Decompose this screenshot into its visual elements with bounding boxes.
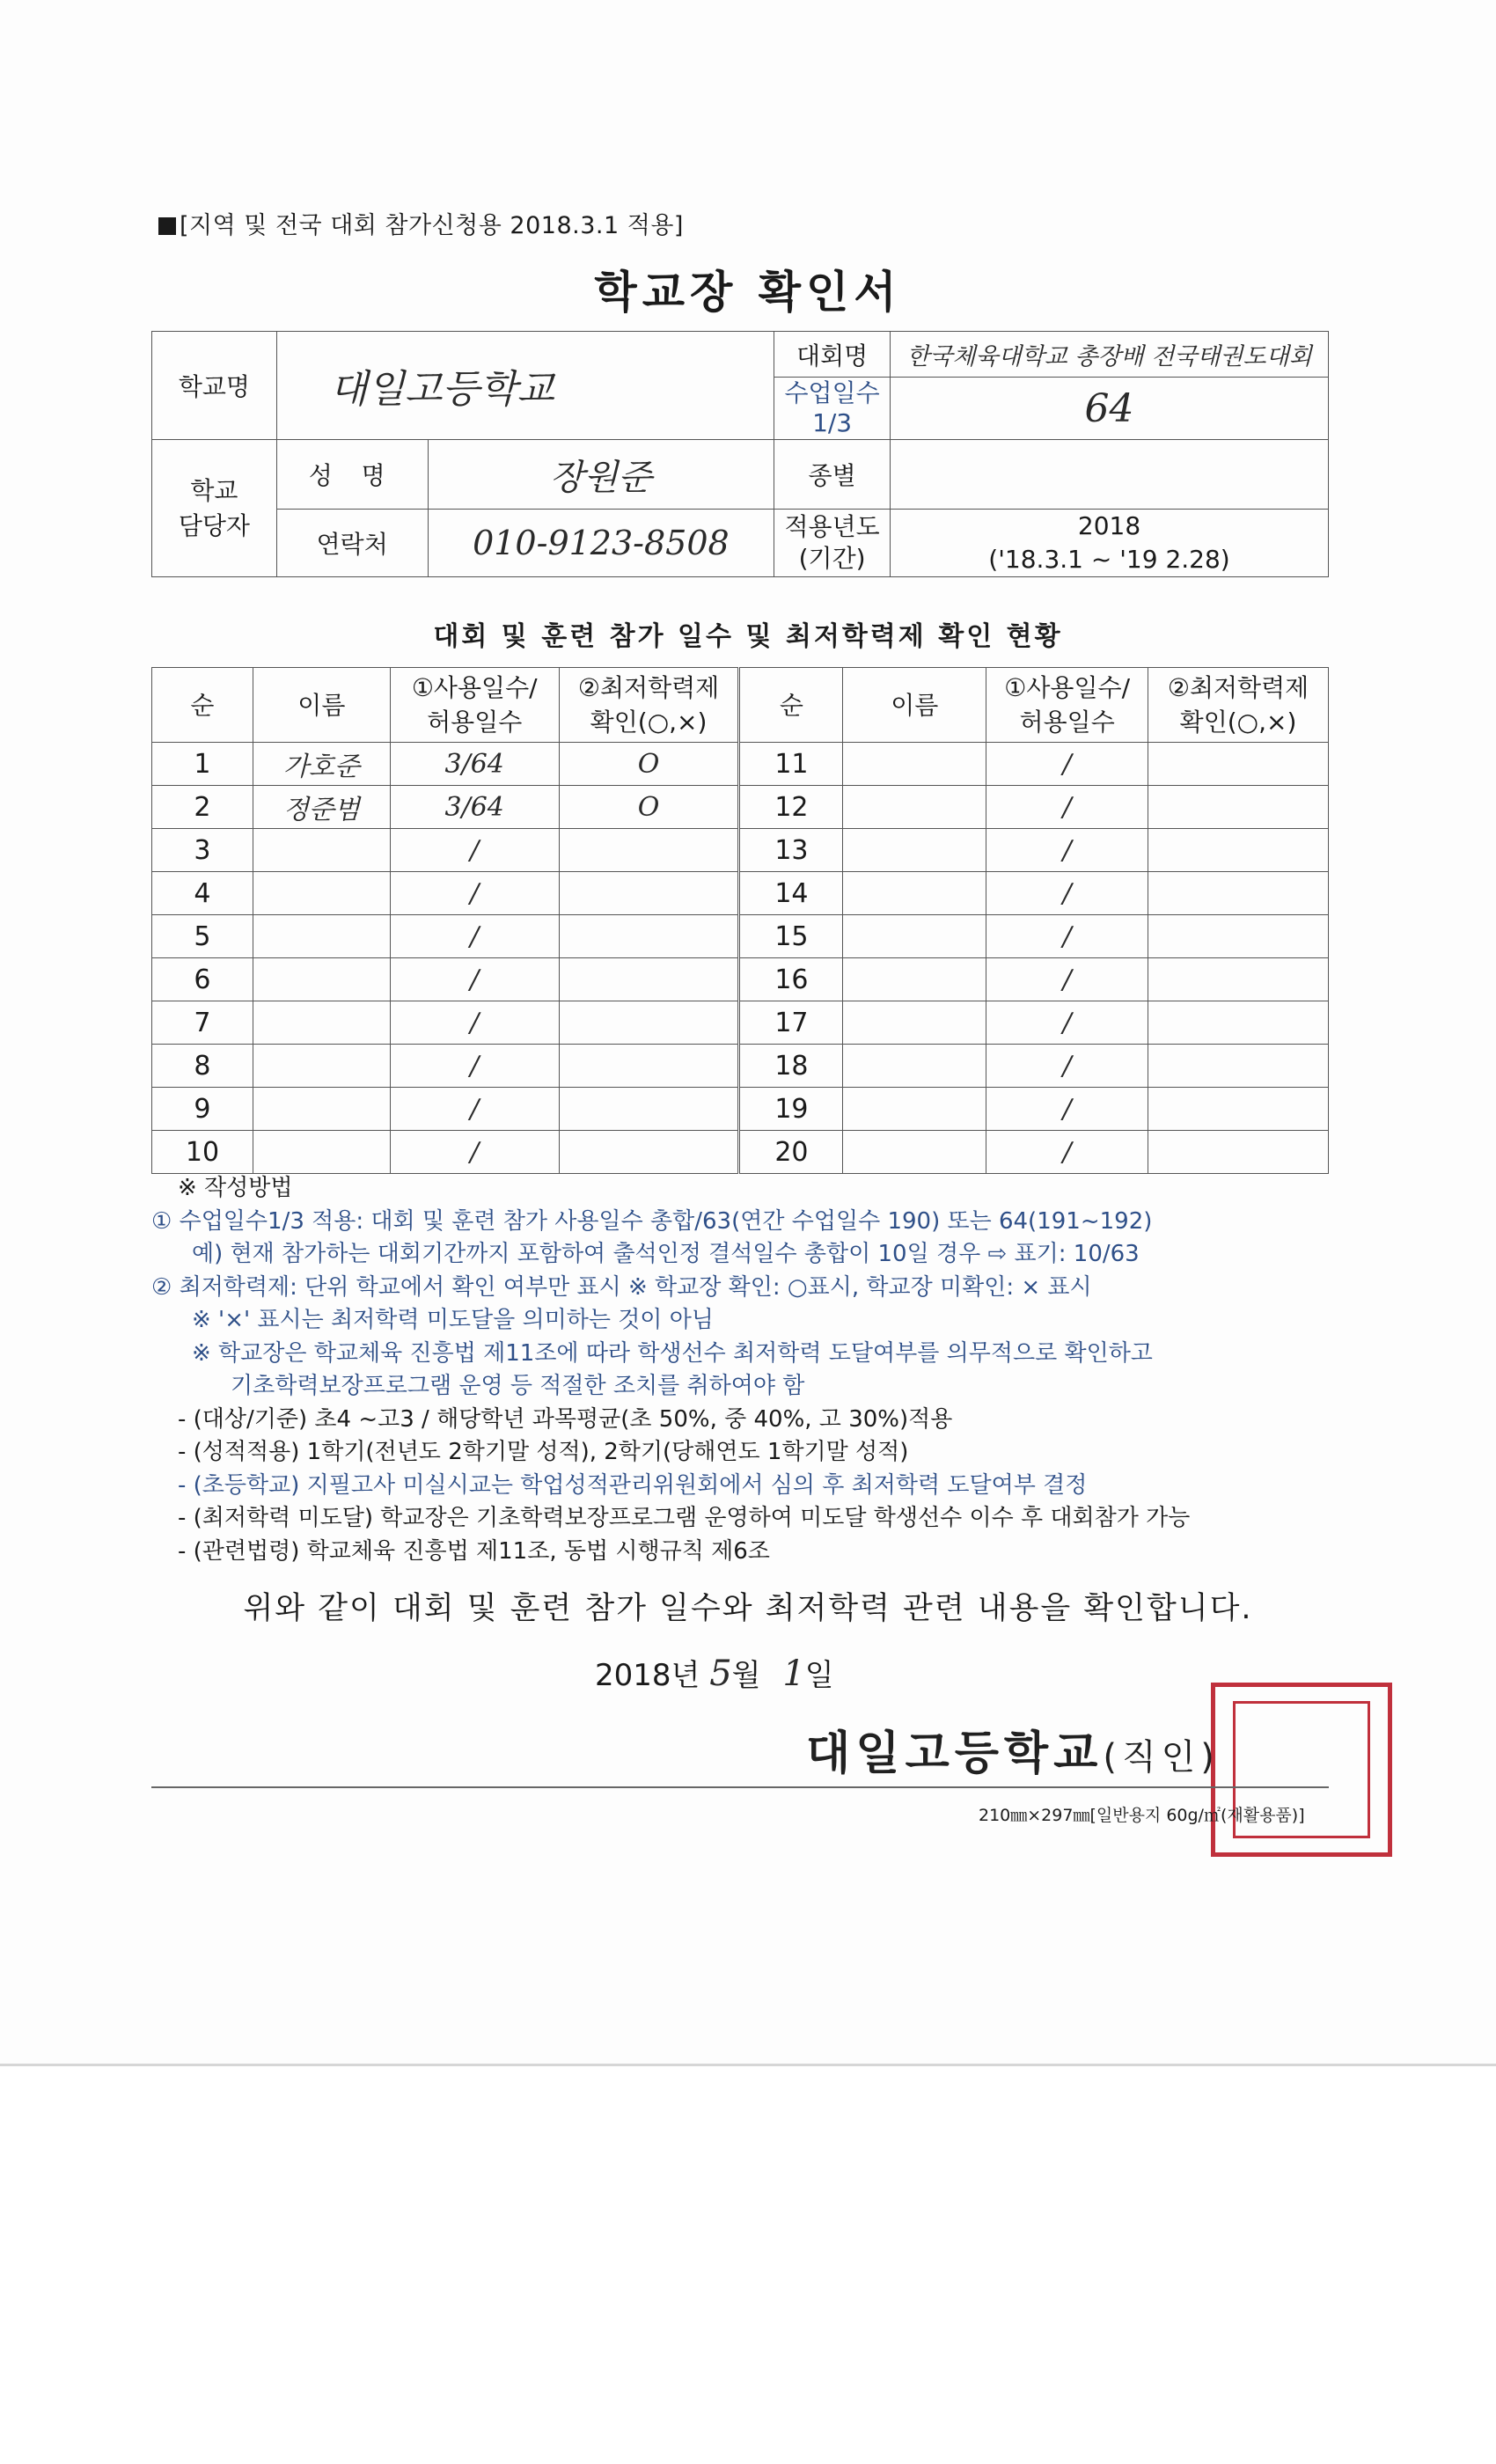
row-used-days: / [390, 915, 559, 958]
row-min-academic: O [559, 743, 739, 786]
detail-2: - (성적적용) 1학기(전년도 2학기말 성적), 2학기(당해연도 1학기말 성적) [178, 1439, 909, 1465]
row-used-days: 3/64 [390, 786, 559, 829]
row-min-academic-right [1148, 743, 1329, 786]
row-used-days-right: / [986, 829, 1148, 872]
row-min-academic [559, 1045, 739, 1088]
row-no-right: 14 [739, 872, 843, 915]
row-used-days: / [390, 829, 559, 872]
header-note-text: [지역 및 전국 대회 참가신청용 2018.3.1 적용] [180, 212, 684, 239]
row-min-academic-right [1148, 1131, 1329, 1174]
row-name [253, 1088, 390, 1131]
row-min-academic [559, 958, 739, 1001]
row-no-right: 18 [739, 1045, 843, 1088]
row-min-academic [559, 1001, 739, 1045]
row-used-days: / [390, 1088, 559, 1131]
row-used-days: / [390, 872, 559, 915]
header-name-right: 이름 [843, 668, 986, 743]
row-no: 10 [152, 1131, 253, 1174]
apply-year-value [891, 510, 1329, 577]
header-min-right-line2: 확인(○,×) [1179, 708, 1297, 737]
table-row [152, 1088, 1329, 1131]
row-name-right [843, 829, 986, 872]
table-row [152, 872, 1329, 915]
row-no-right: 20 [739, 1131, 843, 1174]
participation-table [151, 667, 1329, 1174]
row-name-right [843, 872, 986, 915]
row-no: 7 [152, 1001, 253, 1045]
apply-year-label-line1: 적용년도 [784, 512, 880, 541]
table-row [152, 958, 1329, 1001]
row-no: 8 [152, 1045, 253, 1088]
row-name [253, 1045, 390, 1088]
row-no-right: 11 [739, 743, 843, 786]
header-used-right-line2: 허용일수 [1019, 708, 1115, 737]
apply-year-value-line1: 2018 [1077, 511, 1141, 540]
row-used-days-right: / [986, 872, 1148, 915]
row-no-right: 13 [739, 829, 843, 872]
row-min-academic-right [1148, 958, 1329, 1001]
table-row [152, 1001, 1329, 1045]
table-row [152, 1045, 1329, 1088]
class-days-label-line2: 1/3 [812, 408, 853, 437]
header-no: 순 [152, 668, 253, 743]
signature-seal-word: (직인) [1103, 1737, 1220, 1778]
date-day-unit: 일 [804, 1658, 834, 1693]
name-value: 장원준 [428, 440, 774, 510]
contact-value: 010-9123-8508 [428, 510, 774, 577]
contact-label: 연락처 [276, 510, 428, 577]
school-name-value: 대일고등학교 [276, 332, 774, 440]
official-seal [1211, 1683, 1392, 1857]
row-min-academic [559, 1131, 739, 1174]
header-used-days-right [986, 668, 1148, 743]
info-table [151, 331, 1329, 577]
officer-label-line2: 담당자 [178, 510, 250, 540]
header-used-days [390, 668, 559, 743]
detail-1: - (대상/기준) 초4 ~고3 / 해당학년 과목평균(초 50%, 중 40%, 고 30%)적용 [178, 1405, 953, 1433]
header-min-academic-right [1148, 668, 1329, 743]
row-no-right: 19 [739, 1088, 843, 1131]
paper-spec: 210㎜×297㎜[일반용지 60g/㎡(재활용품)] [979, 1806, 1305, 1825]
row-min-academic-right [1148, 1045, 1329, 1088]
instructions-block [151, 1172, 1348, 1568]
class-days-value: 64 [891, 378, 1329, 440]
officer-label-line1: 학교 [190, 475, 238, 505]
class-days-label [774, 378, 891, 440]
note-1b: 예) 현재 참가하는 대회기간까지 포함하여 출석인정 결석일수 총합이 10일 경우 ⇨ 표기: 10/63 [192, 1241, 1140, 1267]
row-min-academic-right [1148, 872, 1329, 915]
detail-4: - (최저학력 미도달) 학교장은 기초학력보장프로그램 운영하여 미도달 학생선수 이수 후 대회참가 가능 [178, 1505, 1191, 1531]
row-min-academic [559, 915, 739, 958]
row-used-days-right: / [986, 915, 1148, 958]
bottom-rule [151, 1786, 1329, 1788]
header-used-line1: ①사용일수/ [411, 673, 538, 702]
row-min-academic: O [559, 786, 739, 829]
row-min-academic-right [1148, 1088, 1329, 1131]
header-name: 이름 [253, 668, 390, 743]
school-name-label: 학교명 [152, 332, 277, 440]
event-value [891, 440, 1329, 510]
row-name-right [843, 1001, 986, 1045]
row-used-days: / [390, 1001, 559, 1045]
contest-value: 한국체육대학교 총장배 전국태권도대회 [891, 332, 1329, 378]
row-no-right: 12 [739, 786, 843, 829]
row-name-right [843, 1045, 986, 1088]
detail-5: - (관련법령) 학교체육 진흥법 제11조, 동법 시행규칙 제6조 [178, 1537, 770, 1565]
row-no-right: 15 [739, 915, 843, 958]
confirm-statement: 위와 같이 대회 및 훈련 참가 일수와 최저학력 관련 내용을 확인합니다. [243, 1591, 1253, 1626]
row-min-academic-right [1148, 1001, 1329, 1045]
row-name: 정준범 [253, 786, 390, 829]
officer-label [152, 440, 277, 577]
row-name-right [843, 1131, 986, 1174]
row-used-days: 3/64 [390, 743, 559, 786]
sheet-edge [0, 2064, 1496, 2066]
row-name-right [843, 786, 986, 829]
square-bullet-icon [158, 217, 176, 235]
row-used-days-right: / [986, 1131, 1148, 1174]
note-4a: ※ 학교장은 학교체육 진흥법 제11조에 따라 학생선수 최저학력 도달여부를 의무적으로 확인하고 [192, 1339, 1153, 1367]
name-label: 성 명 [276, 440, 428, 510]
row-name [253, 915, 390, 958]
header-no-right: 순 [739, 668, 843, 743]
row-no-right: 17 [739, 1001, 843, 1045]
note-4b: 기초학력보장프로그램 운영 등 적절한 조치를 취하여야 함 [231, 1373, 805, 1399]
apply-year-label [774, 510, 891, 577]
header-min-line2: 확인(○,×) [590, 708, 708, 737]
table-row [152, 829, 1329, 872]
row-name-right [843, 1088, 986, 1131]
date-line [595, 1651, 834, 1694]
row-used-days: / [390, 1131, 559, 1174]
row-no: 1 [152, 743, 253, 786]
row-used-days-right: / [986, 1088, 1148, 1131]
row-no: 5 [152, 915, 253, 958]
row-min-academic-right [1148, 786, 1329, 829]
row-name-right [843, 958, 986, 1001]
row-used-days-right: / [986, 743, 1148, 786]
row-name [253, 1131, 390, 1174]
row-name [253, 958, 390, 1001]
header-used-line2: 허용일수 [427, 708, 523, 737]
date-year: 2018년 [595, 1658, 700, 1693]
note-1a: ① 수업일수1/3 적용: 대회 및 훈련 참가 사용일수 총합/63(연간 수업일수 190) 또는 64(191~192) [151, 1207, 1153, 1235]
header-used-right-line1: ①사용일수/ [1004, 673, 1131, 702]
row-min-academic [559, 872, 739, 915]
table-row [152, 786, 1329, 829]
contest-label: 대회명 [774, 332, 891, 378]
date-month-unit: 월 [731, 1658, 761, 1693]
row-used-days-right: / [986, 786, 1148, 829]
date-day: 1 [782, 1654, 805, 1694]
row-name [253, 872, 390, 915]
date-month: 5 [709, 1654, 732, 1694]
header-note [158, 206, 684, 240]
row-min-academic-right [1148, 829, 1329, 872]
header-min-line1: ②최저학력제 [577, 673, 720, 702]
row-no: 3 [152, 829, 253, 872]
header-min-right-line1: ②최저학력제 [1167, 673, 1309, 702]
row-used-days: / [390, 958, 559, 1001]
note-3: ※ '×' 표시는 최저학력 미도달을 의미하는 것이 아님 [192, 1307, 714, 1333]
row-min-academic-right [1148, 915, 1329, 958]
note-2: ② 최저학력제: 단위 학교에서 확인 여부만 표시 ※ 학교장 확인: ○표시, 학교장 미확인: × 표시 [151, 1273, 1092, 1301]
header-min-academic [559, 668, 739, 743]
row-min-academic [559, 1088, 739, 1131]
table-header-row [152, 668, 1329, 743]
signature-school-name: 대일고등학교 [806, 1727, 1104, 1780]
row-name [253, 829, 390, 872]
row-used-days: / [390, 1045, 559, 1088]
notes-heading: ※ 작성방법 [178, 1175, 293, 1201]
section-title: 대회 및 훈련 참가 일수 및 최저학력제 확인 현황 [433, 621, 1063, 652]
class-days-label-line1: 수업일수 [784, 378, 880, 407]
table-row [152, 915, 1329, 958]
row-used-days-right: / [986, 958, 1148, 1001]
school-signature [806, 1716, 1220, 1782]
row-used-days-right: / [986, 1001, 1148, 1045]
row-no: 2 [152, 786, 253, 829]
row-name-right [843, 915, 986, 958]
row-min-academic [559, 829, 739, 872]
apply-year-label-line2: (기간) [798, 544, 866, 573]
row-name: 가호준 [253, 743, 390, 786]
row-no: 9 [152, 1088, 253, 1131]
row-no: 4 [152, 872, 253, 915]
row-used-days-right: / [986, 1045, 1148, 1088]
row-name-right [843, 743, 986, 786]
event-label: 종별 [774, 440, 891, 510]
table-row [152, 743, 1329, 786]
document-title: 학교장 확인서 [594, 267, 902, 318]
row-no-right: 16 [739, 958, 843, 1001]
table-row [152, 1131, 1329, 1174]
row-no: 6 [152, 958, 253, 1001]
row-name [253, 1001, 390, 1045]
detail-3: - (초등학교) 지필고사 미실시교는 학업성적관리위원회에서 심의 후 최저학력 도달여부 결정 [178, 1471, 1088, 1499]
apply-period-value: ('18.3.1 ~ '19 2.28) [988, 545, 1230, 574]
